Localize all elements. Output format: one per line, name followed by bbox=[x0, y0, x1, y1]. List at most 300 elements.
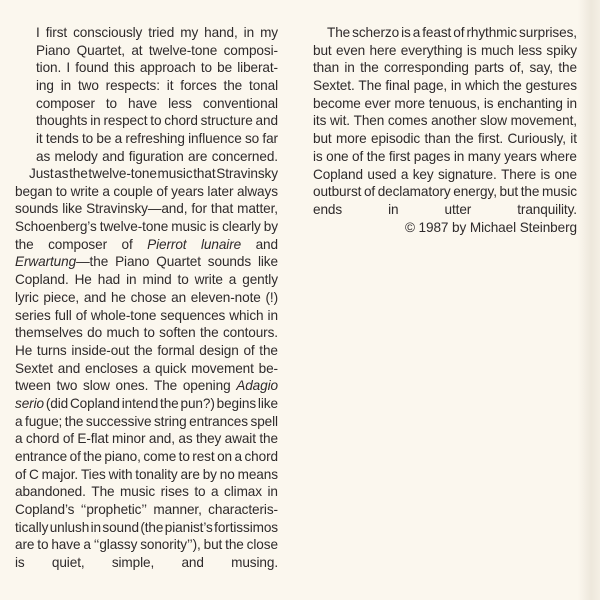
word: of bbox=[243, 342, 255, 358]
word: energy, bbox=[453, 184, 497, 200]
word: in bbox=[60, 78, 72, 94]
word: the bbox=[134, 342, 153, 358]
word: of bbox=[75, 307, 87, 323]
word: in bbox=[90, 519, 101, 535]
word: say, bbox=[529, 60, 553, 76]
word: in bbox=[126, 272, 137, 288]
word: and bbox=[255, 113, 278, 129]
word: series bbox=[15, 307, 51, 323]
text-line bbox=[313, 148, 577, 166]
word: the bbox=[225, 537, 244, 553]
word: final bbox=[385, 78, 410, 94]
word: the bbox=[503, 78, 522, 94]
word: by bbox=[202, 466, 217, 482]
word: a bbox=[15, 413, 23, 429]
word: ‘‘prophetic’’ bbox=[80, 502, 147, 518]
word: had bbox=[97, 272, 121, 288]
word: the bbox=[366, 148, 386, 164]
word: pianist’s bbox=[164, 519, 213, 535]
text-line bbox=[15, 342, 278, 360]
word: C bbox=[29, 466, 39, 482]
word: feast bbox=[422, 25, 452, 40]
word: as bbox=[54, 166, 69, 181]
word: and, bbox=[148, 431, 175, 447]
word: so bbox=[244, 131, 260, 147]
word: later bbox=[207, 183, 234, 199]
word: always bbox=[236, 183, 278, 199]
word: my bbox=[260, 25, 278, 40]
word: tically bbox=[15, 519, 49, 535]
word: is bbox=[401, 25, 411, 40]
word: tion. bbox=[36, 60, 62, 76]
word: tween bbox=[15, 378, 51, 394]
word: it bbox=[36, 131, 43, 147]
word: where bbox=[540, 148, 577, 164]
word: an bbox=[171, 289, 187, 305]
word: piano, bbox=[104, 449, 141, 464]
word: gestures bbox=[525, 78, 577, 94]
word: even bbox=[336, 42, 366, 58]
word: The bbox=[358, 78, 382, 94]
word: ‘‘glassy bbox=[93, 537, 138, 553]
text-line bbox=[36, 59, 278, 77]
word: melody bbox=[54, 148, 98, 164]
word: the bbox=[360, 60, 379, 76]
word: quiet, bbox=[51, 555, 85, 571]
text-line bbox=[15, 218, 278, 236]
word: ends bbox=[313, 201, 343, 217]
word: in bbox=[450, 78, 462, 94]
word: (the bbox=[140, 519, 164, 535]
word: sounds bbox=[207, 254, 252, 270]
word: composer bbox=[36, 95, 95, 111]
word: a bbox=[102, 183, 110, 199]
word: conventional bbox=[202, 95, 278, 111]
word: chord bbox=[164, 113, 198, 129]
word: for bbox=[191, 201, 207, 217]
word: of bbox=[352, 148, 364, 164]
text-line bbox=[15, 448, 278, 466]
left-column-paragraph-2 bbox=[15, 165, 278, 572]
word: of, bbox=[509, 60, 525, 76]
word: ing bbox=[36, 78, 54, 94]
word: the bbox=[259, 342, 278, 358]
word: twelve-tone bbox=[88, 166, 157, 181]
word: of bbox=[363, 184, 376, 200]
word: years bbox=[504, 148, 537, 164]
word: signature. bbox=[437, 166, 497, 182]
word: the bbox=[69, 166, 88, 181]
word: spiky bbox=[546, 42, 577, 58]
word: a bbox=[211, 484, 219, 500]
word: with bbox=[108, 466, 133, 482]
word: climax bbox=[224, 484, 262, 500]
word: Copland bbox=[69, 395, 120, 411]
word: approach bbox=[139, 60, 196, 76]
word: but bbox=[499, 184, 519, 200]
word: first. bbox=[477, 131, 504, 147]
word: a bbox=[412, 25, 421, 40]
word: sonority’’), bbox=[140, 537, 201, 553]
word: enchanting bbox=[497, 95, 563, 111]
word: gently bbox=[242, 272, 278, 288]
word: that bbox=[210, 201, 234, 217]
word: serio bbox=[15, 395, 44, 411]
word: and bbox=[83, 289, 107, 305]
word: outburst bbox=[313, 184, 362, 200]
word: are bbox=[188, 148, 208, 164]
word: lunaire bbox=[200, 236, 242, 252]
word: in bbox=[243, 25, 255, 40]
word: rises bbox=[160, 484, 189, 500]
word: tends bbox=[45, 131, 79, 147]
word: in bbox=[90, 113, 101, 129]
word: in bbox=[267, 307, 278, 323]
word: episodic bbox=[371, 131, 421, 147]
word: a bbox=[15, 431, 23, 447]
word: chord bbox=[25, 431, 60, 447]
word: Just bbox=[29, 166, 54, 181]
word: first bbox=[45, 25, 68, 40]
word: hand, bbox=[204, 25, 238, 40]
word: music bbox=[157, 166, 193, 181]
text-line bbox=[313, 166, 577, 184]
word: to bbox=[194, 484, 206, 500]
word: Schoenberg’s bbox=[15, 219, 97, 235]
right-column-paragraph-1 bbox=[313, 24, 577, 219]
text-line bbox=[313, 95, 577, 113]
word: simple, bbox=[111, 555, 155, 571]
word: its bbox=[313, 113, 327, 129]
word: many bbox=[467, 148, 501, 164]
word: clearly bbox=[222, 219, 261, 235]
word: that bbox=[193, 166, 216, 181]
text-line bbox=[15, 253, 278, 271]
word: Sextet. bbox=[313, 78, 355, 94]
text-line bbox=[15, 501, 278, 519]
word: tonality bbox=[135, 466, 178, 482]
text-line bbox=[15, 183, 278, 201]
word: and bbox=[255, 236, 278, 252]
word: first bbox=[388, 148, 411, 164]
word: formal bbox=[157, 342, 195, 358]
word: inside-out bbox=[71, 342, 130, 358]
text-line bbox=[15, 360, 278, 378]
word: Piano bbox=[36, 42, 71, 58]
text-line bbox=[15, 377, 278, 395]
word: at bbox=[131, 42, 143, 58]
word: fortissimos bbox=[214, 519, 278, 535]
word: but bbox=[203, 537, 223, 553]
text-line bbox=[313, 77, 577, 95]
word: (!) bbox=[265, 289, 278, 305]
word: themselves bbox=[15, 325, 83, 341]
word: the bbox=[15, 236, 34, 252]
text-line bbox=[15, 483, 278, 501]
word: is bbox=[540, 166, 551, 182]
word: two bbox=[77, 78, 99, 94]
word: Adagio bbox=[236, 378, 278, 394]
word: I bbox=[66, 60, 71, 76]
word: major. bbox=[41, 466, 79, 482]
word: is bbox=[313, 148, 323, 164]
word: consciously bbox=[73, 25, 143, 40]
word: tonal bbox=[249, 78, 278, 94]
word: to bbox=[178, 449, 190, 464]
word: forces bbox=[180, 78, 217, 94]
word: to bbox=[37, 537, 49, 553]
word: comes bbox=[387, 113, 428, 129]
word: less bbox=[518, 42, 542, 58]
text-line bbox=[36, 42, 278, 60]
word: are bbox=[15, 537, 35, 553]
text-line bbox=[36, 77, 278, 95]
word: chord bbox=[244, 449, 278, 464]
word: minor bbox=[111, 431, 146, 447]
word: Quartet, bbox=[76, 42, 125, 58]
word: Stravinsky bbox=[216, 166, 278, 181]
word: parts bbox=[474, 60, 504, 76]
word: here bbox=[369, 42, 397, 58]
word: of bbox=[453, 25, 465, 40]
word: opening bbox=[182, 378, 231, 394]
word: the bbox=[64, 413, 84, 429]
word: the bbox=[199, 325, 219, 341]
text-line bbox=[15, 554, 278, 572]
word: found bbox=[75, 60, 109, 76]
word: scherzo bbox=[352, 25, 400, 40]
word: less bbox=[168, 95, 192, 111]
word: no bbox=[219, 466, 235, 482]
word: begins bbox=[216, 395, 257, 411]
word: the bbox=[160, 395, 179, 411]
word: of bbox=[156, 183, 168, 199]
word: another bbox=[431, 113, 477, 129]
word: sound bbox=[102, 519, 139, 535]
word: in bbox=[453, 148, 465, 164]
text-line bbox=[15, 289, 278, 307]
word: as bbox=[178, 431, 193, 447]
word: pun?) bbox=[180, 395, 215, 411]
word: of bbox=[62, 431, 74, 447]
word: one bbox=[554, 166, 577, 182]
word: than bbox=[313, 60, 340, 76]
word: tried bbox=[148, 25, 175, 40]
word: characteris- bbox=[208, 502, 278, 518]
text-line bbox=[36, 148, 278, 166]
word: slow bbox=[83, 378, 110, 394]
word: which bbox=[465, 78, 500, 94]
text-line bbox=[15, 413, 278, 431]
word: He bbox=[15, 342, 33, 358]
word: a bbox=[83, 537, 91, 553]
word: chose bbox=[130, 289, 167, 305]
word: tenuous, bbox=[428, 95, 481, 111]
word: be bbox=[217, 60, 233, 76]
word: in bbox=[344, 60, 355, 76]
word: ever bbox=[364, 95, 391, 111]
word: E-flat bbox=[77, 431, 109, 447]
word: thoughts bbox=[36, 113, 88, 129]
word: sounds bbox=[15, 201, 59, 217]
word: await bbox=[224, 431, 256, 447]
word: one bbox=[326, 148, 349, 164]
word: eleven-note bbox=[190, 289, 261, 305]
word: which bbox=[229, 307, 264, 323]
word: the bbox=[83, 449, 102, 464]
word: of bbox=[69, 449, 81, 464]
word: rest bbox=[192, 449, 215, 464]
word: a bbox=[142, 360, 151, 376]
word: liberat- bbox=[237, 60, 278, 76]
word: in bbox=[267, 484, 278, 500]
word: a bbox=[234, 449, 242, 464]
word: lyric bbox=[15, 289, 39, 305]
word: to bbox=[150, 113, 162, 129]
word: write bbox=[194, 272, 223, 288]
text-line bbox=[36, 112, 278, 130]
word: of bbox=[15, 466, 27, 482]
word: to bbox=[105, 95, 118, 111]
word: is bbox=[209, 219, 220, 235]
word: years bbox=[171, 183, 204, 199]
word: he bbox=[110, 289, 126, 305]
word: wit. bbox=[329, 113, 350, 129]
word: a bbox=[228, 272, 237, 288]
word: music bbox=[171, 219, 207, 235]
word: the bbox=[558, 60, 577, 76]
word: encloses bbox=[85, 360, 138, 376]
word: this bbox=[113, 60, 135, 76]
word: be bbox=[96, 131, 112, 147]
word: to bbox=[177, 272, 189, 288]
word: full bbox=[54, 307, 72, 323]
word: but bbox=[313, 42, 332, 58]
word: means bbox=[237, 466, 278, 482]
word: design bbox=[199, 342, 239, 358]
word: Copland bbox=[313, 166, 363, 182]
word: soften bbox=[159, 325, 196, 341]
word: become bbox=[313, 95, 361, 111]
word: Quartet bbox=[156, 254, 201, 270]
word: be- bbox=[258, 360, 278, 376]
word: movement bbox=[191, 360, 254, 376]
text-line bbox=[15, 395, 278, 413]
word: a bbox=[114, 131, 123, 147]
word: much bbox=[480, 42, 514, 58]
text-line bbox=[15, 307, 278, 325]
text-line bbox=[36, 95, 278, 113]
word: musing. bbox=[231, 555, 278, 571]
word: matter, bbox=[237, 201, 278, 217]
word: like bbox=[62, 201, 83, 217]
text-line bbox=[313, 201, 577, 219]
word: quick bbox=[155, 360, 187, 376]
word: have bbox=[51, 537, 81, 553]
word: like bbox=[257, 395, 278, 411]
word: figuration bbox=[128, 148, 184, 164]
text-line bbox=[313, 130, 577, 148]
credit-line bbox=[313, 219, 577, 237]
word: Ties bbox=[80, 466, 106, 482]
word: concerned. bbox=[211, 148, 278, 164]
word: influence bbox=[188, 131, 242, 147]
word: The bbox=[154, 378, 178, 394]
word: tranquility. bbox=[517, 201, 577, 217]
word: composi- bbox=[223, 42, 278, 58]
word: mind bbox=[142, 272, 172, 288]
word: whole-tone bbox=[90, 307, 157, 323]
word: is bbox=[466, 42, 477, 58]
word: to bbox=[81, 131, 94, 147]
word: the bbox=[454, 131, 474, 147]
word: much bbox=[106, 325, 140, 341]
word: pages bbox=[413, 148, 451, 164]
word: in bbox=[388, 201, 399, 217]
word: write bbox=[70, 183, 99, 199]
word: utter bbox=[444, 201, 472, 217]
word: it bbox=[570, 131, 577, 147]
word: corresponding bbox=[384, 60, 469, 76]
word: is bbox=[483, 95, 494, 111]
word: (did bbox=[45, 395, 69, 411]
word: I bbox=[36, 25, 40, 40]
word: the bbox=[520, 184, 540, 200]
word: key bbox=[412, 166, 434, 182]
word: Erwartung—the bbox=[15, 254, 109, 270]
word: Then bbox=[353, 113, 385, 129]
word: music bbox=[541, 184, 577, 200]
word: twelve-tone bbox=[99, 219, 169, 235]
word: two bbox=[56, 378, 78, 394]
word: they bbox=[195, 431, 222, 447]
word: have bbox=[128, 95, 158, 111]
word: refreshing bbox=[125, 131, 185, 147]
word: Piano bbox=[115, 254, 150, 270]
text-line bbox=[15, 236, 278, 254]
word: the bbox=[223, 78, 243, 94]
word: composer bbox=[48, 236, 107, 252]
word: Stravinsky—and, bbox=[86, 201, 188, 217]
word: respects: bbox=[105, 78, 160, 94]
text-line bbox=[313, 59, 577, 77]
word: Copland’s bbox=[15, 502, 75, 518]
word: to bbox=[200, 60, 212, 76]
word: movement, bbox=[510, 113, 577, 129]
text-line bbox=[15, 536, 278, 554]
word: used bbox=[367, 166, 397, 182]
word: abandoned. bbox=[15, 484, 86, 500]
text-line bbox=[313, 112, 577, 130]
word: but bbox=[313, 131, 332, 147]
word: unlush bbox=[49, 519, 90, 535]
word: my bbox=[180, 25, 199, 40]
left-column-paragraph-1 bbox=[36, 24, 278, 166]
word: than bbox=[424, 131, 451, 147]
word: sequences bbox=[160, 307, 226, 323]
word: by bbox=[263, 219, 278, 235]
word: string bbox=[153, 413, 187, 429]
word: of bbox=[121, 236, 133, 252]
word: The bbox=[327, 25, 351, 40]
text-line bbox=[15, 430, 278, 448]
word: structure bbox=[200, 113, 253, 129]
text-line bbox=[313, 42, 577, 60]
word: began bbox=[15, 183, 53, 199]
word: and bbox=[181, 555, 204, 571]
word: The bbox=[91, 484, 115, 500]
word: on bbox=[217, 449, 232, 464]
